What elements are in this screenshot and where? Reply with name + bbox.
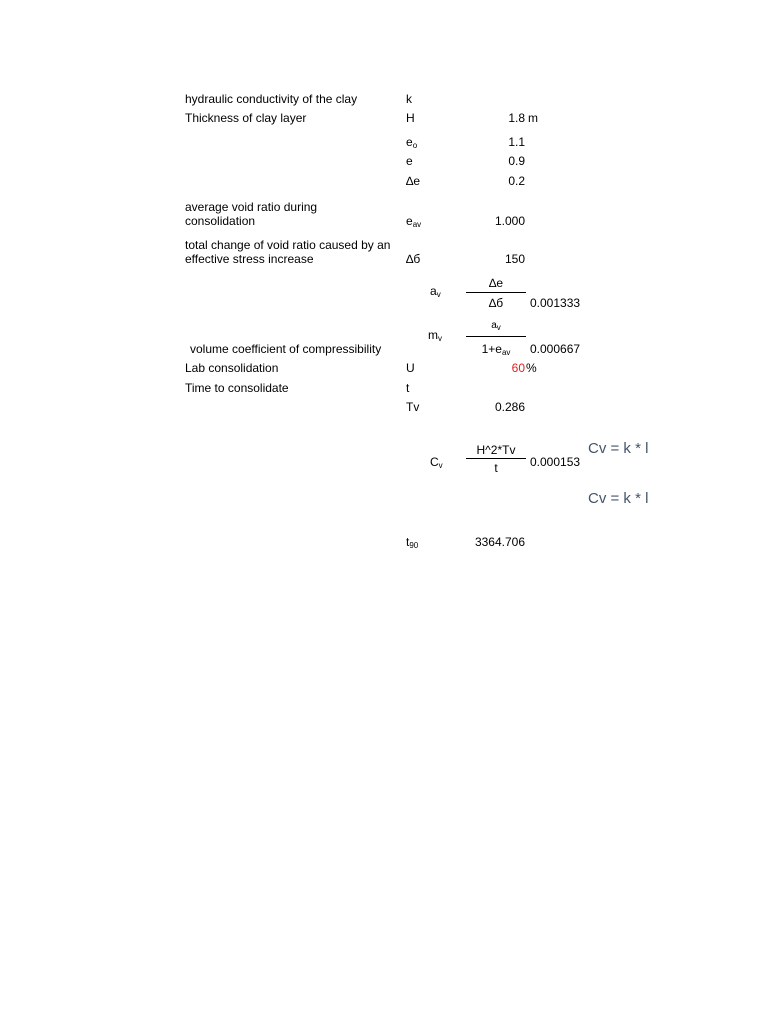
label-hydraulic-conductivity: hydraulic conductivity of the clay xyxy=(185,92,358,106)
av-denominator: ∆б xyxy=(488,296,504,310)
value-eo: 1.1 xyxy=(508,135,525,149)
symbol-eav: $e_{av}$ xyxy=(406,214,422,229)
label-total-change-line1: total change of void ratio caused by an xyxy=(185,238,391,252)
av-numerator: ∆e xyxy=(488,276,503,290)
symbol-eo: $e_o$ xyxy=(406,135,418,150)
value-delta-e: 0.2 xyxy=(508,174,525,188)
value-U: 60 xyxy=(511,361,525,375)
label-lab-consolidation: Lab consolidation xyxy=(185,361,279,375)
symbol-U: U xyxy=(406,361,415,375)
label-thickness: Thickness of clay layer xyxy=(185,111,307,125)
symbol-k: k xyxy=(406,92,412,106)
value-av: 0.001333 xyxy=(530,296,581,310)
mv-numerator: $a_v$ xyxy=(491,320,501,332)
unit-U: % xyxy=(526,361,537,375)
mv-fraction-bar xyxy=(466,336,526,337)
value-delta-sigma: 150 xyxy=(504,252,525,266)
cv-fraction-bar xyxy=(466,458,526,459)
cv-numerator: H^2*Tv xyxy=(476,443,516,457)
symbol-t: t xyxy=(406,381,410,395)
symbol-Tv: Tv xyxy=(406,400,420,414)
value-mv: 0.000667 xyxy=(530,342,581,356)
symbol-H: H xyxy=(406,111,415,125)
mv-denominator: $1+e_{av}$ xyxy=(481,342,511,357)
value-cv: 0.000153 xyxy=(530,455,581,469)
value-H: 1.8 xyxy=(508,111,525,125)
symbol-t90: $t_{90}$ xyxy=(406,535,419,550)
label-average-void-ratio-line1: average void ratio during xyxy=(185,200,318,214)
symbol-delta-e: ∆e xyxy=(406,174,421,188)
symbol-av: $a_v$ xyxy=(430,284,441,299)
label-volume-coefficient: volume coefficient of compressibility xyxy=(190,342,382,356)
value-Tv: 0.286 xyxy=(494,400,525,414)
symbol-mv: $m_v$ xyxy=(428,328,442,343)
unit-H: m xyxy=(528,111,538,125)
symbol-e: e xyxy=(406,154,413,168)
symbol-cv: $C_v$ xyxy=(430,455,443,470)
formula-cv-1: Cv = k * l xyxy=(588,440,649,457)
value-eav: 1.000 xyxy=(494,214,525,228)
label-time-to-consolidate: Time to consolidate xyxy=(185,381,289,395)
label-total-change-line2: effective stress increase xyxy=(185,252,314,266)
symbol-delta-sigma: ∆б xyxy=(406,252,421,266)
cv-denominator: t xyxy=(494,461,498,475)
av-fraction-bar xyxy=(466,292,526,293)
value-e: 0.9 xyxy=(508,154,525,168)
value-t90: 3364.706 xyxy=(474,535,525,549)
label-average-void-ratio-line2: consolidation xyxy=(185,214,256,228)
formula-cv-2: Cv = k * l xyxy=(588,490,649,507)
